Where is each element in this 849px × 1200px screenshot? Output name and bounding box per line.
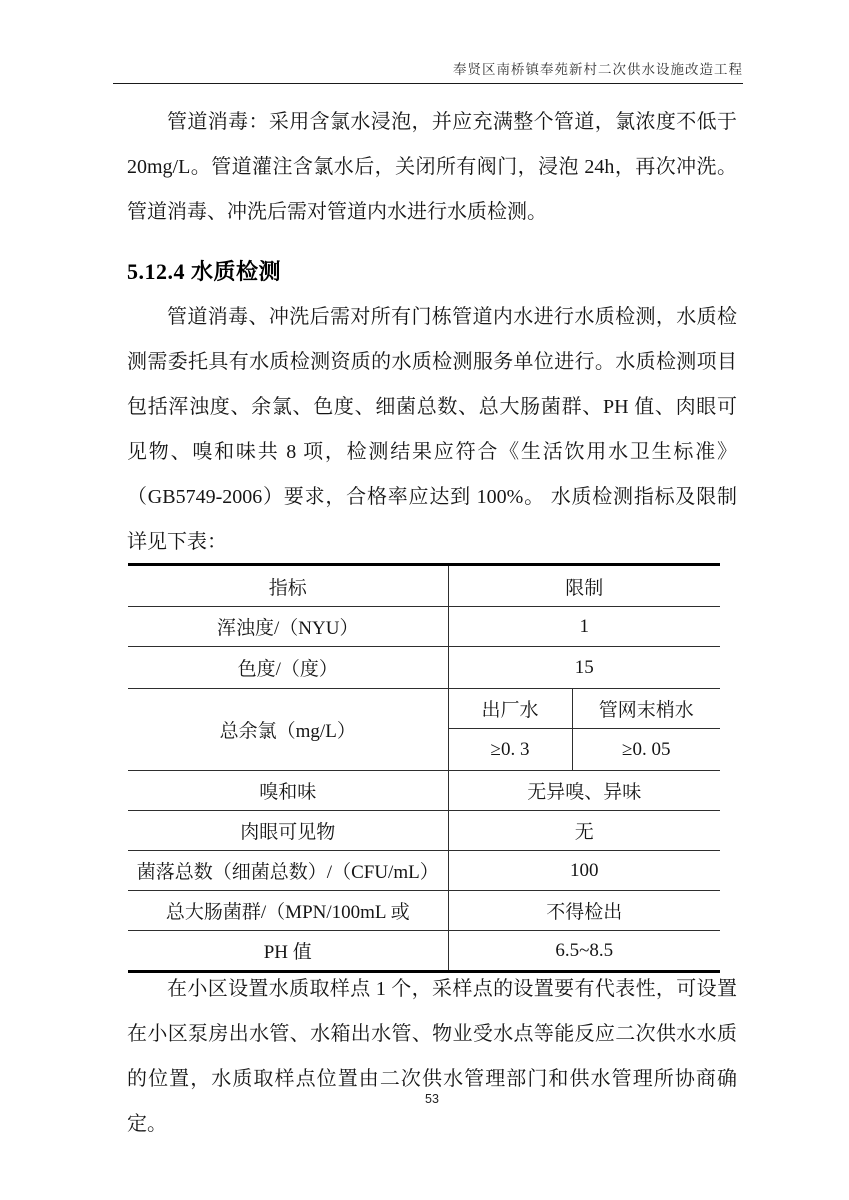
table-row-ph bbox=[128, 931, 720, 972]
cell-indicator: PH 值 bbox=[128, 931, 448, 972]
table-row-colony-count bbox=[128, 851, 720, 891]
table-row-color bbox=[128, 647, 720, 689]
table-row-turbidity bbox=[128, 607, 720, 647]
paragraph-pipe-disinfection: 管道消毒：采用含氯水浸泡，并应充满整个管道，氯浓度不低于20mg/L。管道灌注含氯水后，关闭所有阀门，浸泡 24h，再次冲洗。管道消毒、冲洗后需对管道内水进行水质检测。 bbox=[127, 111, 737, 223]
header-cell-limit: 限制 bbox=[448, 565, 720, 607]
page-header-title: 奉贤区南桥镇奉苑新村二次供水设施改造工程 bbox=[113, 58, 743, 84]
cell-indicator: 浑浊度/（NYU） bbox=[128, 607, 448, 647]
table-row-odor bbox=[128, 771, 720, 811]
table-row-chlorine-headers bbox=[128, 689, 720, 729]
header-cell-indicator: 指标 bbox=[128, 565, 448, 607]
water-quality-table-wrapper bbox=[128, 563, 720, 973]
cell-limit: 1 bbox=[448, 607, 720, 647]
water-quality-table bbox=[128, 563, 720, 973]
paragraph-sampling-point: 在小区设置水质取样点 1 个，采样点的设置要有代表性，可设置在小区泵房出水管、水箱出水管、物业受水点等能反应二次供水水质的位置，水质取样点位置由二次供水管理部门和供水管理所协商确定。 bbox=[127, 978, 737, 1135]
cell-indicator: 菌落总数（细菌总数）/（CFU/mL） bbox=[128, 851, 448, 891]
table-row-coliform bbox=[128, 891, 720, 931]
page-number: 53 bbox=[425, 1092, 439, 1106]
cell-limit: 100 bbox=[448, 851, 720, 891]
cell-limit: 不得检出 bbox=[448, 891, 720, 931]
cell-indicator: 嗅和味 bbox=[128, 771, 448, 811]
cell-indicator: 肉眼可见物 bbox=[128, 811, 448, 851]
cell-indicator: 色度/（度） bbox=[128, 647, 448, 689]
paragraph-water-quality-testing: 管道消毒、冲洗后需对所有门栋管道内水进行水质检测，水质检测需委托具有水质检测资质的水质检测服务单位进行。水质检测项目包括浑浊度、余氯、色度、细菌总数、总大肠菌群、PH 值、肉眼可见物、嗅和味共 8 项，检测结果应符合《生活饮用水卫生标准》（GB5749-2006）要求，合格率应达到 100%。 水质检测指标及限制详见下表： bbox=[127, 306, 737, 553]
cell-limit: 6.5~8.5 bbox=[555, 939, 614, 961]
cell-subvalue-pipe-end-water: ≥0. 05 bbox=[572, 729, 720, 771]
cell-subheader-factory-water: 出厂水 bbox=[448, 689, 572, 729]
cell-indicator-total-chlorine: 总余氯（mg/L） bbox=[128, 689, 448, 771]
cell-limit: 无异嗅、异味 bbox=[448, 771, 720, 811]
table-header-row bbox=[128, 565, 720, 607]
table-row-visible-matter bbox=[128, 811, 720, 851]
cell-subvalue-factory-water: ≥0. 3 bbox=[448, 729, 572, 771]
cell-limit: 15 bbox=[448, 647, 720, 689]
section-heading: 5.12.4 水质检测 bbox=[127, 259, 282, 284]
cell-subheader-pipe-end-water: 管网末梢水 bbox=[572, 689, 720, 729]
cell-limit: 无 bbox=[448, 811, 720, 851]
cell-indicator: 总大肠菌群/（MPN/100mL 或 bbox=[128, 891, 448, 931]
